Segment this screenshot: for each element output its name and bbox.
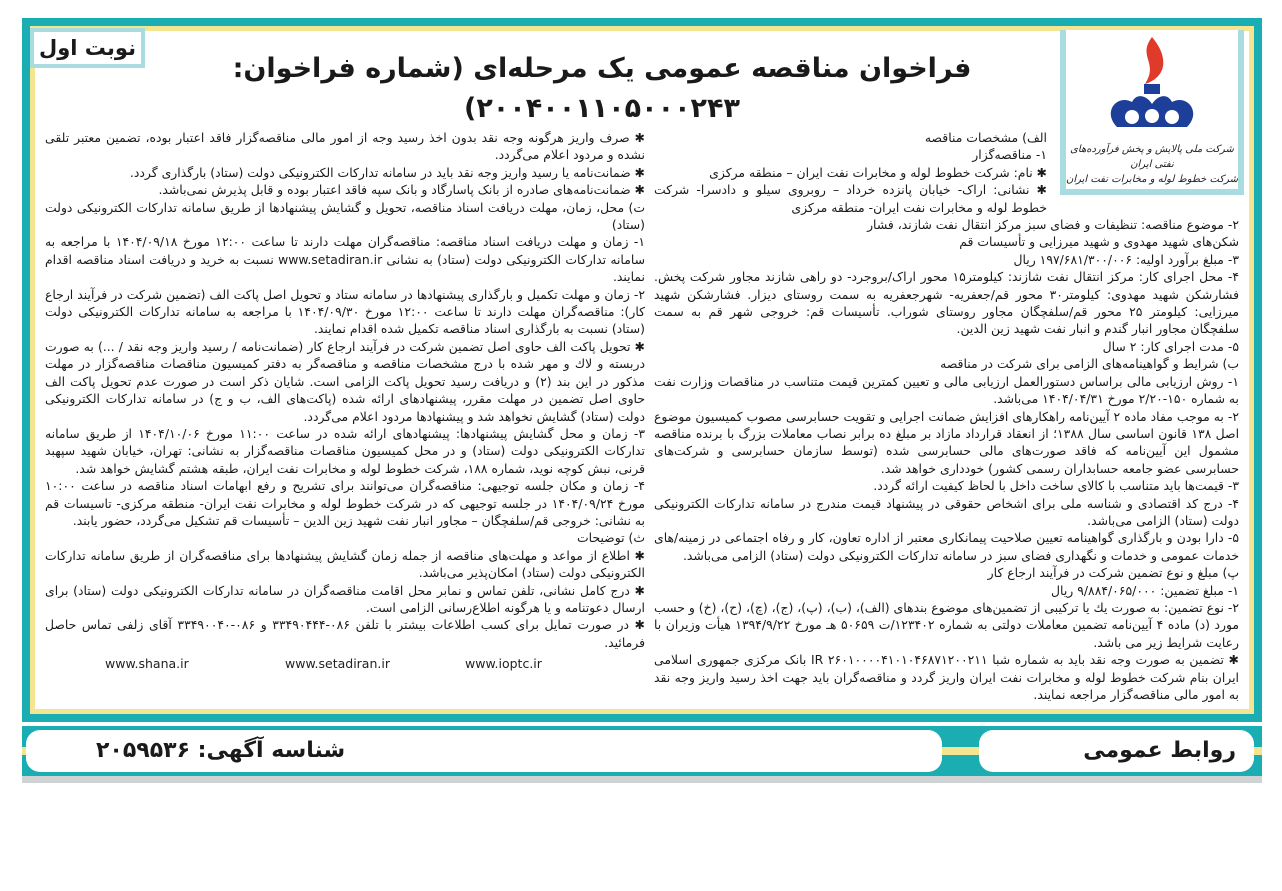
paragraph: ۵- مدت اجرای کار: ۲ سال <box>1102 338 1239 354</box>
logo-text-line1: شرکت ملی پالایش و پخش فرآورده‌های نفتی ایران <box>1070 144 1234 170</box>
left-column <box>45 129 645 673</box>
nioc-logo-icon <box>1097 32 1207 142</box>
section-heading: الف) مشخصات مناقصه <box>924 130 1047 145</box>
paragraph: ۵- دارا بودن و بارگذاری گواهینامه تعیین صلاحیت پیمانکاری معتبر از اداره تعاون، کار و رفاه اجتماعی در زمینه/های خدمات عمومی و خدمات و نگهداری فضای سبز در سامانه تدارکات الکترونیکی دولت (ستاد) الزامی می‌باشد. <box>654 530 1239 563</box>
logo-text-line2: شرکت خطوط لوله و مخابرات نفت ایران <box>1065 174 1238 185</box>
paragraph: ۳- زمان و محل گشایش پیشنهادها: پیشنهادهای ارائه شده در ساعت ۱۱:۰۰ مورخ ۱۴۰۴/۱۰/۰۶ از طریق سامانه تدارکات الکترونیکی دولت (ستاد) و در محل کمیسیون مناقصات مناقصه‌گزار به نشانی: تهران، خیابان شهید سپهبد قرنی، نبش کوچه نوید، شماره ۱۸۸، شرکت خطوط لوله و مخابرات نفت ایران، طبقه هشتم گشایش خواهد شد. <box>45 425 645 476</box>
paragraph: ۳- قیمت‌ها باید متناسب با کالای ساخت داخل با لحاظ کیفیت ارائه گردد. <box>873 478 1239 494</box>
public-relations-label: روابط عمومی <box>979 730 1254 772</box>
paragraph: ✱ ضمانت‌نامه یا رسید واریز وجه نقد باید در سامانه تدارکات الکترونیکی دولت (ستاد) بارگذاری گردد. <box>129 164 645 180</box>
paragraph: ۴- درج کد اقتصادی و شناسه ملی برای اشخاص حقوقی در پیشنهاد قیمت مندرج در سامانه تدارکات الکترونیکی دولت (ستاد) الزامی می‌باشد. <box>654 495 1239 528</box>
paragraph: ✱ تضمین به صورت وجه نقد باید به شماره شبا IR ۲۶۰۱۰۰۰۰۴۱۰۱۰۴۶۸۷۱۲۰۰۲۱۱ بانک مرکزی جمهوری اسلامی ایران بنام شرکت خطوط لوله و مخابرات نفت ایران واریز گردد و مناقصه‌گران باید جهت اخذ رسید واریز وجه نقد به امور مالی مناقصه‌گزار مراجعه نمایند. <box>654 652 1239 702</box>
page-title: فراخوان مناقصه عمومی یک مرحله‌ای (شماره فراخوان: ۲۰۰۴۰۰۱۱۰۵۰۰۰۲۴۳) <box>232 53 972 124</box>
paragraph: ۴- محل اجرای کار: مرکز انتقال نفت شازند: کیلومتر۱۵ محور اراک/بروجرد- دو راهی شازند مجاور شرکت پخش. فشارشکن شهید مهدوی: کیلومتر۳۰ محور قم/جعفریه- شهرجعفریه به سمت روستای دیزار. فشارشکن شهید میرزایی: کیلومتر ۲۵ محور قم/سلفچگان مجاور روستای شوراب. تأسیسات قم: خروجی شهر قم به سمت سلفچگان مجاور انبار گندم و انبار نفت شهید زین الدین. <box>654 269 1239 337</box>
paragraph: شکن‌های شهید مهدوی و شهید میرزایی و تأسیسات قم <box>959 234 1239 250</box>
right-column <box>654 129 1239 703</box>
paragraph: ✱ درج کامل نشانی، تلفن تماس و نمابر محل اقامت مناقصه‌گران در سامانه تدارکات الکترونیکی دولت (ستاد) برای ارسال دعوتنامه و یا هرگونه اطلاع‌رسانی الزامی است. <box>45 582 645 615</box>
company-logo <box>1060 30 1244 195</box>
footer-band <box>22 726 1262 776</box>
paragraph: ۴- زمان و مکان جلسه توجیهی: مناقصه‌گران می‌توانند برای تشریح و رفع ابهامات اسناد مناقصه در ساعت ۱۰:۰۰ مورخ ۱۴۰۴/۰۹/۲۴ در جلسه توجیهی که در شرکت خطوط لوله و مخابرات نفت ایران- منطقه مرکزی- تاسیسات قم به نشانی: خروجی قم/سلفچگان – مجاور انبار نفت شهید زین الدین – تأسیسات قم تشکیل می‌گردد، حضور یابند. <box>45 478 645 528</box>
paragraph: ✱ در صورت تمایل برای کسب اطلاعات بیشتر با تلفن ۰۸۶-۳۳۴۹۰۴۴۴ و ۰۸۶-۳۳۴۹۰۰۴۰ آقای زلفی تماس حاصل فرمائید. <box>45 617 645 650</box>
paragraph: ۲- به موجب مفاد ماده ۲ آیین‌نامه راهکارهای افزایش ضمانت اجرایی و تقویت حسابرسی مصوب کمیسیون موضوع اصل ۱۳۸ قانون اساسی سال ۱۳۸۸؛ از انعقاد قرارداد مازاد بر مبلغ ده برابر نصاب معاملات بزرگ با برنده مناقصه مشمول این آیین‌نامه که فاقد صورت‌های مالی حسابرسی شده (توسط سازمان حسابرسی و شرکت‌های حسابرسی عضو جامعه حسابداران رسمی کشور) خودداری خواهد شد. <box>654 408 1240 476</box>
footer-shadow <box>22 776 1262 783</box>
paragraph: ۱- زمان و مهلت دریافت اسناد مناقصه: مناقصه‌گران مهلت دارند تا ساعت ۱۲:۰۰ مورخ ۱۴۰۴/۰۹/۱۸ با مراجعه به سامانه تدارکات الکترونیکی دولت (ستاد) به نشانی www.setadiran.ir نسبت به خرید و دریافت اسناد مناقصه اقدام نمایند. <box>45 234 645 285</box>
section-heading: پ) مبلغ و نوع تضمین شرکت در فرآیند ارجاع کار <box>987 565 1239 581</box>
content-columns <box>45 129 1239 703</box>
paragraph: ۲- موضوع مناقصه: تنظیفات و فضای سبز مرکز انتقال نفت شازند، فشار <box>867 217 1239 233</box>
paragraph: ✱ اطلاع از مواعد و مهلت‌های مناقصه از جمله زمان گشایش پیشنهادها برای مناقصه‌گران از طریق سامانه تدارکات الکترونیکی دولت (ستاد) امکان‌پذیر می‌باشد. <box>45 547 645 581</box>
website-link-shana[interactable]: www.shana.ir <box>105 656 189 672</box>
header <box>170 31 1034 129</box>
ad-id-label: شناسه آگهی: ۲۰۵۹۵۳۶ <box>26 730 942 772</box>
website-links <box>45 651 645 672</box>
paragraph: ✱ تحویل پاکت الف حاوی اصل تضمین شرکت در فرآیند ارجاع کار (ضمانت‌نامه / رسید واریز وجه نقد / ...) به صورت دربسته و لاك و مهر شده با درج مشخصات مناقصه و مناقصه‌گر به دفتر کمیسیون مناقصات مناقصه‌گزار در مهلت مذکور در این بند (۲) و دریافت رسید تحویل پاکت الزامی است. شایان ذکر است در صورت عدم تحویل پاکت الف حاوی اصل تضمین در مهلت مقرر، پیشنهادهای ارائه شده (پاکت‌های الف، ب و ج) در سامانه تدارکات الکترونیکی دولت (ستاد) گشایش نخواهد شد و پیشنهادها مردود اعلام می‌گردد. <box>45 338 646 424</box>
paragraph: ۱- روش ارزیابی مالی براساس دستورالعمل ارزیابی مالی و تعیین کمترین قیمت متناسب در مناقصات وزارت نفت به شماره ۱۵۰-۲/۲۰ مورخ ۱۴۰۴/۰۴/۳۱ می‌باشد. <box>654 373 1239 407</box>
paragraph: ۱- مناقصه‌گزار <box>972 147 1047 163</box>
edition-badge: نوبت اول <box>30 28 145 68</box>
paragraph: ✱ ضمانت‌نامه‌های صادره از بانک پاسارگاد و بانک سپه فاقد اعتبار بوده و قابل پذیرش نمی‌باشد. <box>158 182 645 198</box>
section-heading: ت) محل، زمان، مهلت دریافت اسناد مناقصه، تحویل و گشایش پیشنهادها از طریق سامانه تدارکات الکترونیکی دولت (ستاد) <box>45 199 645 233</box>
section-heading: ب) شرایط و گواهینامه‌های الزامی برای شرکت در مناقصه <box>940 356 1239 372</box>
paragraph: ۲- نوع تضمین: به صورت یك یا ترکیبی از تضمین‌های موضوع بندهای (الف)، (ب)، (پ)، (ج)، (چ)، (ح)، (خ) و حسب مورد (د) ماده ۴ آیین‌نامه تضمین معاملات دولتی به شماره ۱۲۳۴۰۲/ت ۵۰۶۵۹ هـ مورخ ۱۳۹۴/۹/۲۲ هیأت وزیران با رعایت شرایط زیر می باشد. <box>654 599 1240 650</box>
paragraph: ۲- زمان و مهلت تکمیل و بارگذاری پیشنهادها در سامانه ستاد و تحویل اصل پاکت الف (تضمین شرکت در فرآیند ارجاع کار): مناقصه‌گران مهلت دارند تا ساعت ۱۲:۰۰ مورخ ۱۴۰۴/۰۹/۳۰ با مراجعه به سامانه تدارکات الکترونیکی دولت (ستاد) نسبت به بارگذاری اسناد مناقصه تکمیل شده اقدام نمایند. <box>45 286 645 337</box>
website-link-ioptc[interactable]: www.ioptc.ir <box>465 656 542 672</box>
website-link-setadiran[interactable]: www.setadiran.ir <box>285 656 390 672</box>
paragraph: ۱- مبلغ تضمین: ۹/۸۸۴/۰۶۵/۰۰۰ ریال <box>1051 582 1239 598</box>
paragraph: ۳- مبلغ برآورد اولیه: ۱۹۷/۶۸۱/۳۰۰/۰۰۶ ریال <box>1013 251 1239 267</box>
section-heading: ث) توضیحات <box>577 530 645 546</box>
paragraph: ✱ صرف واریز هرگونه وجه نقد بدون اخذ رسید وجه از امور مالی مناقصه‌گزار فاقد اعتبار بوده، تضمین معتبر تلقی نشده و مردود اعلام می‌گردد. <box>45 130 645 163</box>
paragraph: ✱ نام: شرکت خطوط لوله و مخابرات نفت ایران – منطقه مرکزی <box>709 164 1047 180</box>
paragraph: ✱ نشانی: اراک- خیابان پانزده خرداد – روبروی سیلو و دادسرا- شرکت خطوط لوله و مخابرات نفت ایران- منطقه مرکزی <box>654 182 1047 215</box>
